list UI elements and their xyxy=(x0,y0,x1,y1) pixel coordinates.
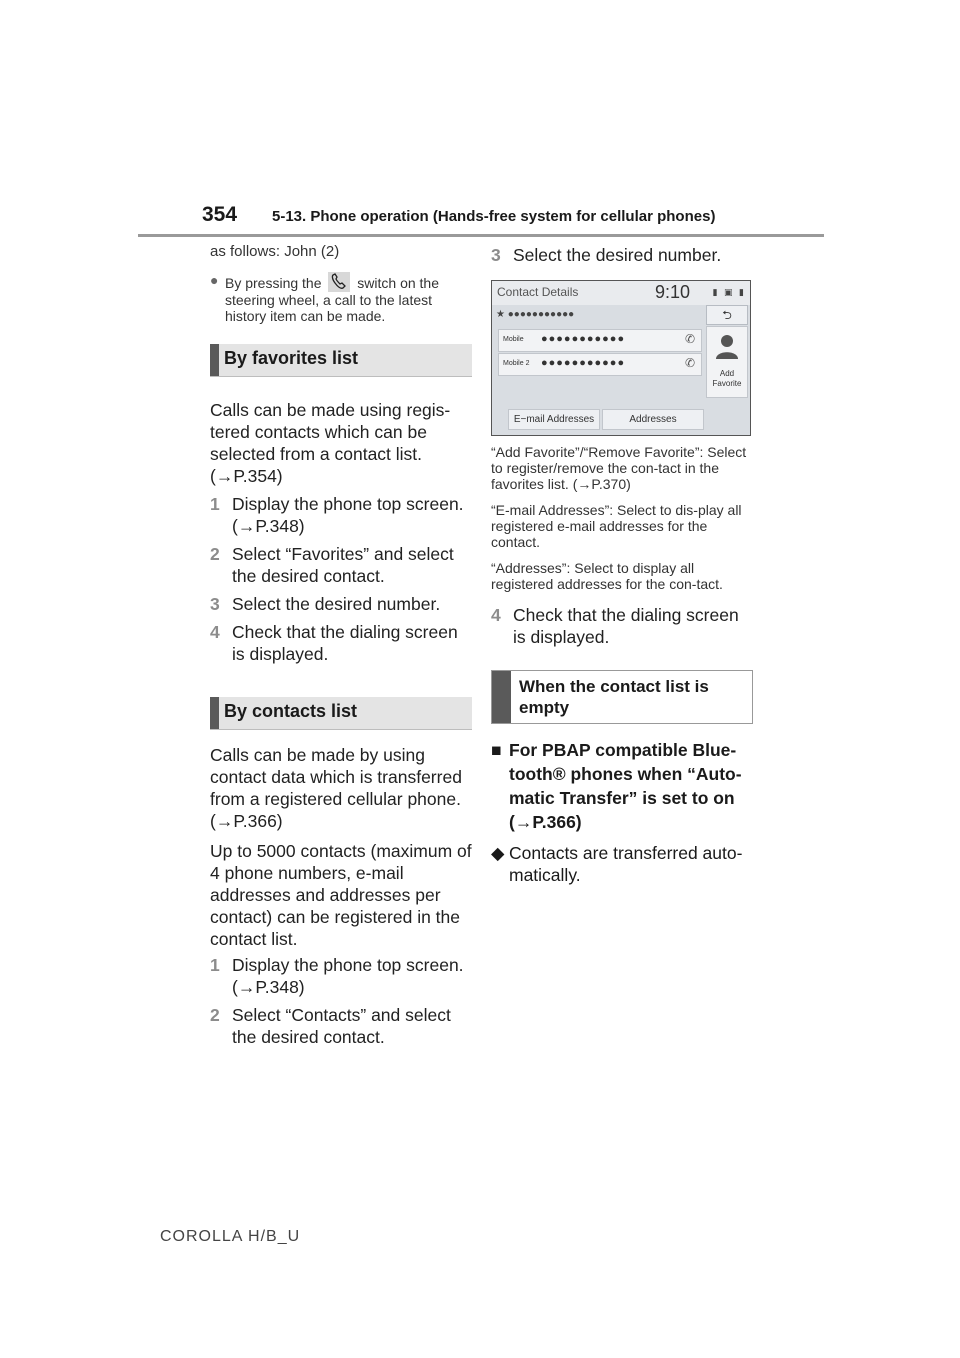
phone-icon: ✆ xyxy=(684,332,695,346)
contacts-para-1: Calls can be made by using contact data which is transferred from a registered cellular phone. (→P.366) xyxy=(210,745,462,831)
person-icon xyxy=(715,333,739,359)
contacts-heading xyxy=(210,697,472,730)
favorites-para: Calls can be made using regis-tered contacts which can be selected from a contact list. (→P.354) xyxy=(210,400,451,486)
chapter-title: 5-13. Phone operation (Hands-free system for cellular phones) xyxy=(272,208,716,225)
pbap-item xyxy=(491,842,753,886)
empty-list-heading-label: When the contact list is empty xyxy=(519,677,709,717)
tip-bullet xyxy=(210,272,472,324)
footer-model: COROLLA H/B_U xyxy=(160,1228,301,1245)
note-add-favorite: “Add Favorite”/“Remove Favorite”: Select to register/remove the con-tact in the favorites list. (→P.370) xyxy=(491,444,747,492)
phone-icon: ✆ xyxy=(684,356,695,370)
screen-title: Contact Details xyxy=(497,285,579,299)
contacts-para-2: Up to 5000 contacts (maximum of 4 phone numbers, e-mail addresses and addresses per contact) can be registered in the contact list. xyxy=(210,841,472,949)
diamond-bullet-icon: ◆ xyxy=(491,843,505,863)
empty-list-heading xyxy=(491,670,753,724)
tip-text-post: switch on the steering wheel, a call to the latest history item can be made. xyxy=(225,275,439,324)
contact-details-screenshot xyxy=(491,280,751,436)
favorites-step: 2 Select “Favorites” and select the desired contact. xyxy=(210,544,454,586)
right-column xyxy=(491,244,753,886)
contacts-step-4: 4 Check that the dialing screen is displayed. xyxy=(491,605,739,647)
addresses-button[interactable]: Addresses xyxy=(602,409,704,430)
note-email-addresses: “E-mail Addresses”: Select to dis-play all registered e-mail addresses for the contact. xyxy=(491,502,742,550)
phone-switch-icon xyxy=(328,272,350,292)
contacts-heading-label: By contacts list xyxy=(224,701,358,721)
favorites-heading xyxy=(210,344,472,377)
pbap-heading xyxy=(491,738,753,834)
add-favorite-label: Add Favorite xyxy=(712,369,742,388)
page-number: 354 xyxy=(202,203,238,226)
tip-text-pre: By pressing the xyxy=(225,275,322,291)
bullet-icon: ● xyxy=(210,272,219,288)
screen-clock: 9:10 xyxy=(655,282,691,302)
add-favorite-button[interactable] xyxy=(706,326,748,398)
number-row-mobile[interactable]: Mobile ●●●●●●●●●●● ✆ xyxy=(498,329,702,352)
favorites-steps xyxy=(210,493,472,665)
header-rule xyxy=(138,234,824,237)
favorites-step: 1 Display the phone top screen. (→P.348) xyxy=(210,494,464,536)
note-addresses: “Addresses”: Select to display all registered addresses for the con-tact. xyxy=(491,560,723,592)
favorites-step: 4 Check that the dialing screen is displayed. xyxy=(210,622,458,664)
pbap-item-text: Contacts are transferred auto-matically. xyxy=(509,843,743,885)
back-icon[interactable]: ⮌ xyxy=(706,305,748,325)
favorites-step: 3 Select the desired number. xyxy=(210,594,441,614)
contact-name-masked: ★ ●●●●●●●●●●● xyxy=(496,309,575,320)
intro-line: as follows: John (2) xyxy=(210,243,340,260)
contacts-step-3: 3 Select the desired number. xyxy=(491,245,722,265)
pbap-heading-text: For PBAP compatible Blue-tooth® phones when “Auto-matic Transfer” is set to on (→P.366) xyxy=(509,740,742,832)
contacts-step: 2 Select “Contacts” and select the desired contact. xyxy=(210,1005,451,1047)
status-icons: ▮ ▣ ▮ xyxy=(712,287,746,297)
number-row-mobile-2[interactable]: Mobile 2 ●●●●●●●●●●● ✆ xyxy=(498,353,702,376)
square-bullet-icon: ■ xyxy=(491,740,502,760)
contacts-steps xyxy=(210,954,472,1048)
contacts-step: 1 Display the phone top screen. (→P.348) xyxy=(210,955,464,997)
left-column xyxy=(210,244,472,1048)
email-addresses-button[interactable]: E−mail Addresses xyxy=(508,409,600,430)
favorites-heading-label: By favorites list xyxy=(224,348,359,368)
